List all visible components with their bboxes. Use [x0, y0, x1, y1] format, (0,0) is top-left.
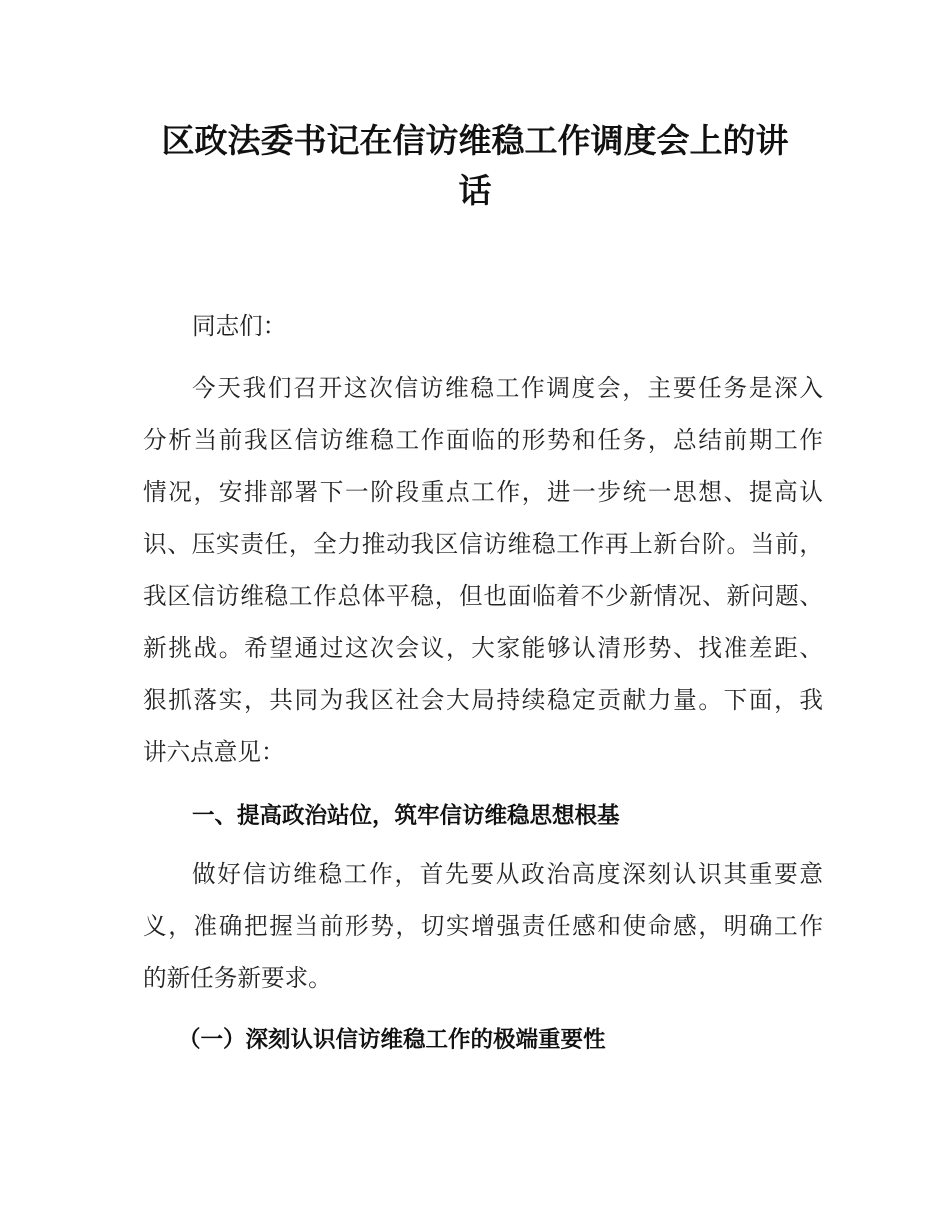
paragraph-line: 识、压实责任，全力推动我区信访维稳工作再上新台阶。当前， — [143, 530, 823, 558]
title-line-1: 区政法委书记在信访维稳工作调度会上的讲 — [161, 121, 789, 160]
section-heading-1: 一、提高政治站位，筑牢信访维稳思想根基 — [192, 803, 620, 829]
paragraph-line: 今天我们召开这次信访维稳工作调度会，主要任务是深入 — [192, 374, 823, 402]
paragraph-line: 做好信访维稳工作，首先要从政治高度深刻认识其重要意 — [192, 860, 823, 888]
salutation: 同志们： — [192, 312, 287, 340]
paragraph-line: 讲六点意见： — [143, 738, 285, 766]
document-title — [120, 116, 830, 216]
paragraph-line: 情况，安排部署下一阶段重点工作，进一步统一思想、提高认 — [143, 478, 823, 506]
paragraph-line: 分析当前我区信访维稳工作面临的形势和任务，总结前期工作 — [143, 426, 823, 454]
subsection-heading-1: （一）深刻认识信访维稳工作的极端重要性 — [178, 1027, 606, 1053]
title-line-2: 话 — [458, 171, 492, 210]
paragraph-line: 狠抓落实，共同为我区社会大局持续稳定贡献力量。下面，我 — [143, 686, 823, 714]
paragraph-line: 新挑战。希望通过这次会议，大家能够认清形势、找准差距、 — [143, 634, 823, 662]
paragraph-line: 的新任务新要求。 — [143, 964, 332, 992]
paragraph-line: 我区信访维稳工作总体平稳，但也面临着不少新情况、新问题、 — [143, 582, 823, 610]
paragraph-line: 义，准确把握当前形势，切实增强责任感和使命感，明确工作 — [143, 912, 823, 940]
